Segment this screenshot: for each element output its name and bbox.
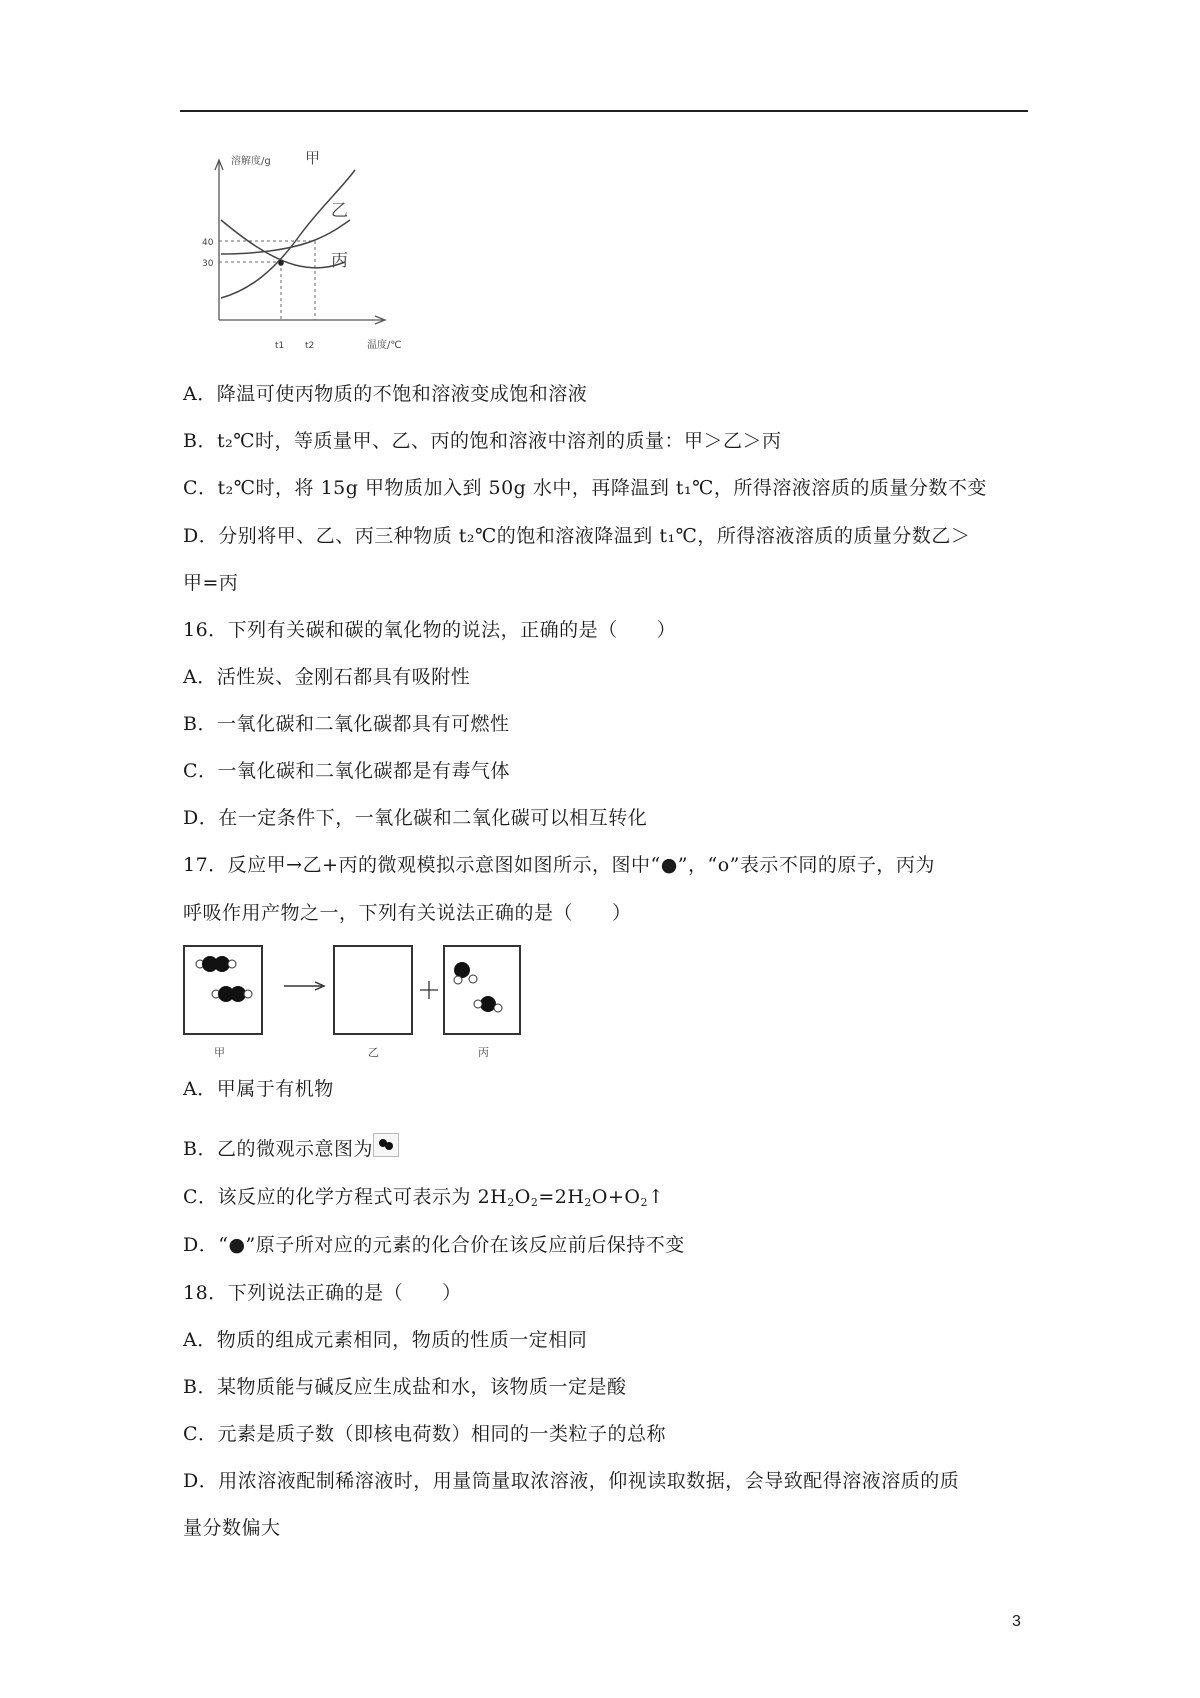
curve-bing [221, 220, 345, 268]
q15-option-c: C．t₂℃时，将 15g 甲物质加入到 50g 水中，再降温到 t₁℃，所得溶液溶质的质量分数不变 [183, 477, 987, 499]
q17-option-a: A．甲属于有机物 [183, 1078, 334, 1100]
q18-option-d-cont: 量分数偏大 [183, 1517, 281, 1539]
q18-option-b: B．某物质能与碱反应生成盐和水，该物质一定是酸 [183, 1376, 627, 1398]
molecule-icon [212, 986, 252, 1002]
solubility-graph [202, 149, 425, 355]
q18-option-c: C．元素是质子数（即核电荷数）相同的一类粒子的总称 [183, 1423, 667, 1445]
q17-option-b-text: B．乙的微观示意图为 [183, 1138, 373, 1160]
q17-option-c: C．该反应的化学方程式可表示为 $2H_2O_2=2H_2O+O_2↑$ [183, 1186, 665, 1209]
q15-option-b: B．t₂℃时，等质量甲、乙、丙的饱和溶液中溶剂的质量：甲＞乙＞丙 [183, 430, 782, 452]
q18-stem: 18．下列说法正确的是（ ） [183, 1282, 462, 1304]
q16-stem: 16．下列有关碳和碳的氧化物的说法，正确的是（ ） [183, 619, 677, 641]
q15-option-d: D．分别将甲、乙、丙三种物质 t₂℃的饱和溶液降温到 t₁℃，所得溶液溶质的质量分数乙＞ [183, 525, 971, 547]
x-tick-t2: t2 [305, 341, 315, 351]
q17-option-d: D．“●”原子所对应的元素的化合价在该反应前后保持不变 [183, 1234, 685, 1256]
label-yi: 乙 [368, 1046, 379, 1059]
molecule-icon [373, 1133, 399, 1163]
curve-label-jia: 甲 [305, 149, 321, 167]
curve-label-bing: 丙 [331, 251, 348, 271]
q16-option-c: C．一氧化碳和二氧化碳都是有毒气体 [183, 760, 511, 782]
q16-option-a: A．活性炭、金刚石都具有吸附性 [183, 666, 471, 688]
q17-option-b [183, 1133, 399, 1163]
page-number: 3 [1012, 1613, 1021, 1630]
q16-option-b: B．一氧化碳和二氧化碳都具有可燃性 [183, 713, 510, 735]
q18-option-d: D．用浓溶液配制稀溶液时，用量筒量取浓溶液，仰视读取数据，会导致配得溶液溶质的质 [183, 1470, 960, 1492]
curve-label-yi: 乙 [331, 201, 348, 221]
q16-option-d: D．在一定条件下，一氧化碳和二氧化碳可以相互转化 [183, 807, 648, 829]
y-axis-label: 溶解度/g [231, 156, 271, 167]
reaction-diagram [182, 944, 522, 1060]
header-rule [180, 110, 1028, 112]
y-tick-40: 40 [202, 238, 214, 248]
q15-option-d-cont: 甲=丙 [183, 572, 239, 594]
molecule-icon [454, 962, 477, 984]
x-tick-t1: t1 [275, 341, 285, 351]
q15-option-a: A．降温可使丙物质的不饱和溶液变成饱和溶液 [183, 383, 588, 405]
molecule-icon [196, 956, 236, 972]
q17-stem: 17．反应甲→乙+丙的微观模拟示意图如图所示，图中“●”，“o”表示不同的原子，丙为 [183, 854, 935, 876]
curve-jia [221, 170, 355, 298]
label-bing: 丙 [478, 1046, 489, 1059]
molecule-icon [474, 996, 502, 1012]
q18-option-a: A．物质的组成元素相同，物质的性质一定相同 [183, 1329, 588, 1351]
curve-yi [221, 220, 350, 254]
q17-stem-cont: 呼吸作用产物之一，下列有关说法正确的是（ ） [183, 902, 632, 924]
label-jia: 甲 [214, 1046, 225, 1059]
x-axis-label: 温度/℃ [367, 340, 402, 351]
y-tick-30: 30 [202, 259, 214, 269]
